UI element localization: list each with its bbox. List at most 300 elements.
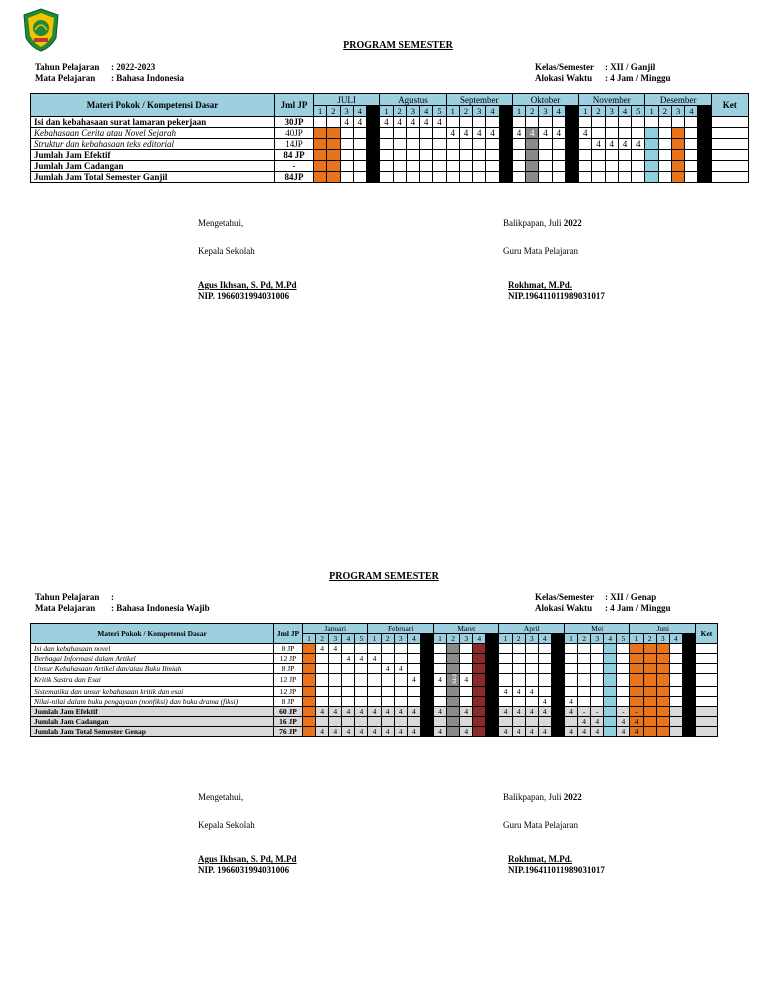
week-cell <box>473 172 486 183</box>
week-cell <box>486 654 499 664</box>
week-number: 2 <box>327 106 340 117</box>
week-cell <box>630 664 643 674</box>
week-value: 4 <box>398 726 403 736</box>
week-cell <box>591 686 604 696</box>
week-cell <box>394 716 407 726</box>
week-cell <box>592 172 605 183</box>
week-cell <box>473 117 486 128</box>
week-cell <box>447 664 460 674</box>
info-left-ganjil <box>35 62 184 84</box>
row-ket <box>711 150 748 161</box>
week-cell <box>342 674 355 687</box>
week-cell <box>355 654 368 664</box>
week-value: 4 <box>333 644 338 653</box>
week-cell <box>393 128 406 139</box>
sign-right-role: Guru Mata Pelajaran <box>503 246 578 256</box>
week-cell <box>698 150 711 161</box>
week-number: 1 <box>303 634 316 644</box>
week-cell <box>380 150 393 161</box>
week-value: 4 <box>569 706 573 716</box>
week-cell <box>551 674 564 687</box>
week-cell <box>656 654 669 664</box>
month-header: Juni <box>630 624 695 634</box>
week-cell <box>460 644 473 654</box>
week-cell <box>617 674 630 687</box>
week-cell <box>486 172 499 183</box>
week-cell <box>645 139 658 150</box>
week-cell <box>539 150 552 161</box>
week-cell <box>486 644 499 654</box>
week-number: 3 <box>525 634 538 644</box>
week-cell <box>564 696 577 706</box>
row-label: Kritik Sastra dan Esai <box>31 674 274 687</box>
table-row <box>31 726 718 736</box>
row-ket <box>695 716 717 726</box>
week-cell <box>579 161 592 172</box>
week-cell <box>645 172 658 183</box>
week-value: 4 <box>372 654 377 663</box>
week-number <box>499 106 512 117</box>
week-number: 5 <box>433 106 446 117</box>
week-cell <box>393 172 406 183</box>
month-header: JULI <box>314 94 380 106</box>
week-cell <box>630 644 643 654</box>
month-header: April <box>499 624 565 634</box>
week-cell <box>407 654 420 664</box>
week-cell <box>682 654 695 664</box>
week-cell <box>669 654 682 664</box>
week-number: 1 <box>579 106 592 117</box>
week-cell <box>420 706 433 716</box>
month-header: Maret <box>433 624 498 634</box>
semester-table-genap <box>30 623 718 737</box>
week-cell <box>565 128 578 139</box>
week-cell <box>682 664 695 674</box>
table-row <box>31 117 749 128</box>
week-cell <box>698 161 711 172</box>
week-cell <box>447 696 460 706</box>
week-cell <box>604 726 617 736</box>
week-cell <box>578 726 591 736</box>
week-cell <box>512 128 525 139</box>
week-cell <box>682 726 695 736</box>
table-row <box>31 664 718 674</box>
week-number: 3 <box>591 634 604 644</box>
week-value: 4 <box>529 686 534 696</box>
week-cell <box>473 139 486 150</box>
week-cell <box>316 644 329 654</box>
week-value: 4 <box>346 654 351 663</box>
week-cell <box>342 654 355 664</box>
week-number: 3 <box>539 106 552 117</box>
week-cell <box>499 654 512 664</box>
week-cell <box>592 150 605 161</box>
week-cell <box>353 139 366 150</box>
week-number: 4 <box>420 106 433 117</box>
week-cell <box>353 172 366 183</box>
week-cell <box>329 696 342 706</box>
week-cell <box>630 674 643 687</box>
week-cell <box>329 726 342 736</box>
week-cell <box>564 706 577 716</box>
week-cell <box>433 654 446 664</box>
week-cell <box>381 654 394 664</box>
week-cell <box>605 139 618 150</box>
week-value: 4 <box>410 117 416 127</box>
month-header: Januari <box>303 624 368 634</box>
value-mapel: : Bahasa Indonesia Wajib <box>111 603 210 613</box>
week-cell <box>578 654 591 664</box>
week-number: 2 <box>381 634 394 644</box>
week-number: 2 <box>526 106 539 117</box>
week-cell <box>460 664 473 674</box>
week-number <box>486 634 499 644</box>
week-value: 4 <box>622 139 628 149</box>
week-value: 4 <box>634 726 639 736</box>
week-cell <box>604 664 617 674</box>
week-cell <box>604 686 617 696</box>
week-cell <box>512 117 525 128</box>
week-cell <box>698 128 711 139</box>
week-cell <box>538 686 551 696</box>
week-cell <box>630 654 643 664</box>
week-cell <box>329 644 342 654</box>
value-alokasi: : 4 Jam / Minggu <box>605 73 671 83</box>
week-cell <box>539 117 552 128</box>
week-cell <box>645 117 658 128</box>
week-cell <box>353 128 366 139</box>
week-number: 1 <box>314 106 327 117</box>
week-cell <box>380 139 393 150</box>
row-label: Berbagai Informasi dalam Artikel <box>31 654 274 664</box>
week-cell <box>643 716 656 726</box>
week-cell <box>565 139 578 150</box>
week-cell <box>353 117 366 128</box>
week-number: 3 <box>605 106 618 117</box>
week-cell <box>433 674 446 687</box>
week-cell <box>591 716 604 726</box>
week-value: 4 <box>542 696 547 706</box>
week-cell <box>446 128 459 139</box>
week-cell <box>380 117 393 128</box>
week-cell <box>329 674 342 687</box>
week-value: 4 <box>411 706 416 716</box>
week-cell <box>564 644 577 654</box>
week-cell <box>367 161 380 172</box>
week-cell <box>486 726 499 736</box>
week-cell <box>552 161 565 172</box>
week-cell <box>329 664 342 674</box>
week-cell <box>446 161 459 172</box>
sign-right-top: Balikpapan, Juli 2022 <box>503 218 582 228</box>
label-tahun: Tahun Pelajaran <box>35 592 100 602</box>
header-row-months <box>31 94 749 106</box>
week-number: 1 <box>512 106 525 117</box>
week-cell <box>406 161 419 172</box>
week-value: 4 <box>569 726 573 736</box>
row-ket <box>695 644 717 654</box>
row-label: Jumlah Jam Total Semester Ganjil <box>31 172 275 183</box>
week-cell <box>340 172 353 183</box>
week-cell <box>526 139 539 150</box>
week-value: 4 <box>398 706 403 716</box>
week-value: 4 <box>385 706 390 716</box>
week-cell <box>460 674 473 687</box>
week-cell <box>420 117 433 128</box>
week-value: 4 <box>423 117 429 127</box>
week-cell <box>658 150 671 161</box>
week-cell <box>407 686 420 696</box>
week-cell <box>617 716 630 726</box>
week-cell <box>433 664 446 674</box>
week-value: 4 <box>542 706 547 716</box>
week-cell <box>592 117 605 128</box>
week-cell <box>525 726 538 736</box>
week-cell <box>499 664 512 674</box>
week-cell <box>604 674 617 687</box>
row-ket <box>695 726 717 736</box>
week-value: 4 <box>464 706 469 716</box>
week-cell <box>512 674 525 687</box>
week-cell <box>669 726 682 736</box>
week-cell <box>618 128 631 139</box>
sign-left-role: Kepala Sekolah <box>198 246 255 256</box>
table-row <box>31 696 718 706</box>
week-cell <box>473 161 486 172</box>
week-cell <box>671 117 684 128</box>
week-number <box>367 106 380 117</box>
value-mapel: : Bahasa Indonesia <box>111 73 185 83</box>
week-value: 4 <box>529 706 534 716</box>
value-tahun: : <box>111 592 114 602</box>
week-cell <box>565 172 578 183</box>
week-cell <box>671 161 684 172</box>
week-cell <box>433 139 446 150</box>
week-cell <box>316 686 329 696</box>
week-cell <box>329 686 342 696</box>
week-cell <box>342 664 355 674</box>
week-value: 4 <box>609 139 615 149</box>
week-cell <box>617 726 630 736</box>
week-number: 4 <box>669 634 682 644</box>
week-cell <box>618 172 631 183</box>
week-cell <box>327 172 340 183</box>
sign-left-name: Agus Ikhsan, S. Pd, M.Pd <box>198 280 297 290</box>
week-cell <box>342 726 355 736</box>
week-cell <box>525 696 538 706</box>
week-cell <box>632 172 645 183</box>
week-cell <box>643 664 656 674</box>
week-cell <box>682 706 695 716</box>
week-cell <box>486 139 499 150</box>
week-cell <box>460 726 473 736</box>
week-cell <box>473 696 486 706</box>
week-cell <box>433 150 446 161</box>
week-cell <box>355 696 368 706</box>
week-cell <box>459 117 472 128</box>
table-row <box>31 706 718 716</box>
week-cell <box>303 706 316 716</box>
week-value: 4 <box>543 128 548 138</box>
week-number: 4 <box>342 634 355 644</box>
week-cell <box>578 674 591 687</box>
week-cell <box>327 117 340 128</box>
week-value: 4 <box>595 716 600 726</box>
week-cell <box>473 716 486 726</box>
week-cell <box>671 128 684 139</box>
week-cell <box>486 664 499 674</box>
month-header: Mei <box>564 624 630 634</box>
week-value: 4 <box>438 675 442 685</box>
week-cell <box>643 696 656 706</box>
week-cell <box>579 139 592 150</box>
week-number: 4 <box>604 634 617 644</box>
week-cell <box>486 128 499 139</box>
week-cell <box>643 644 656 654</box>
week-cell <box>381 674 394 687</box>
week-cell <box>579 172 592 183</box>
week-cell <box>551 726 564 736</box>
row-label: Struktur dan kebahasaan teks editorial <box>31 139 275 150</box>
week-cell <box>564 664 577 674</box>
week-cell <box>342 686 355 696</box>
week-cell <box>380 172 393 183</box>
week-cell <box>355 664 368 674</box>
week-cell <box>682 696 695 706</box>
week-cell <box>353 161 366 172</box>
week-cell <box>539 172 552 183</box>
week-number: 3 <box>329 634 342 644</box>
month-header: Desember <box>645 94 711 106</box>
row-label: Kebahasaan Cerita atau Novel Sejarah <box>31 128 275 139</box>
week-value: 4 <box>372 726 377 736</box>
week-cell <box>381 706 394 716</box>
row-label: Jumlah Jam Total Semester Genap <box>31 726 274 736</box>
week-cell <box>316 716 329 726</box>
week-cell <box>591 654 604 664</box>
week-cell <box>552 139 565 150</box>
week-cell <box>342 644 355 654</box>
week-cell <box>314 117 327 128</box>
week-value: 4 <box>530 128 535 138</box>
sign-right-top: Balikpapan, Juli 2022 <box>503 792 582 802</box>
week-value: 4 <box>595 726 600 736</box>
week-value: 4 <box>464 675 469 685</box>
week-cell <box>643 674 656 687</box>
week-number: 2 <box>658 106 671 117</box>
week-value: 4 <box>621 716 626 726</box>
sign-right-role: Guru Mata Pelajaran <box>503 820 578 830</box>
week-cell <box>551 706 564 716</box>
week-cell <box>303 644 316 654</box>
week-cell <box>381 664 394 674</box>
week-value: 4 <box>516 706 521 716</box>
row-jp: 30JP <box>275 117 314 128</box>
week-cell <box>367 139 380 150</box>
week-value: - <box>635 706 638 716</box>
week-cell <box>551 644 564 654</box>
week-cell <box>447 716 460 726</box>
row-ket <box>711 128 748 139</box>
week-value: 4 <box>463 128 469 138</box>
label-mapel: Mata Pelajaran <box>35 73 96 83</box>
week-cell <box>591 674 604 687</box>
week-value: 4 <box>384 117 389 127</box>
info-left-genap <box>35 592 210 614</box>
week-value: 4 <box>503 686 508 696</box>
week-cell <box>630 706 643 716</box>
week-value: 4 <box>596 139 601 149</box>
week-cell <box>394 644 407 654</box>
week-cell <box>460 654 473 664</box>
week-cell <box>367 128 380 139</box>
week-cell <box>685 150 698 161</box>
table-row <box>31 644 718 654</box>
row-ket <box>711 161 748 172</box>
week-cell <box>314 172 327 183</box>
row-jp: 16 JP <box>274 716 303 726</box>
week-cell <box>552 128 565 139</box>
week-cell <box>316 654 329 664</box>
week-cell <box>433 716 446 726</box>
week-cell <box>433 706 446 716</box>
week-cell <box>433 117 446 128</box>
week-cell <box>486 706 499 716</box>
week-number: 1 <box>446 106 459 117</box>
week-cell <box>355 686 368 696</box>
week-cell <box>420 150 433 161</box>
week-cell <box>342 716 355 726</box>
week-value: 4 <box>411 726 416 736</box>
week-cell <box>698 172 711 183</box>
col-header-jml: Jml JP <box>274 624 303 644</box>
week-number: 3 <box>671 106 684 117</box>
week-cell <box>446 172 459 183</box>
week-cell <box>512 696 525 706</box>
row-label: Isi dan kebahasaan surat lamaran pekerjaan <box>31 117 275 128</box>
month-header: Oktober <box>512 94 578 106</box>
table-row <box>31 150 749 161</box>
week-cell <box>473 654 486 664</box>
signature-block-genap <box>198 792 698 882</box>
week-cell <box>486 150 499 161</box>
week-cell <box>447 644 460 654</box>
row-ket <box>695 686 717 696</box>
week-cell <box>656 674 669 687</box>
week-cell <box>564 654 577 664</box>
week-cell <box>512 706 525 716</box>
week-cell <box>314 128 327 139</box>
row-jp: 8 JP <box>274 664 303 674</box>
week-cell <box>355 674 368 687</box>
week-cell <box>592 161 605 172</box>
week-cell <box>406 128 419 139</box>
row-jp: 12 JP <box>274 686 303 696</box>
week-cell <box>499 686 512 696</box>
week-cell <box>420 654 433 664</box>
row-label: Unsur Kebahasaan Artikel dan/atau Buku Ilmiah <box>31 664 274 674</box>
week-cell <box>669 644 682 654</box>
week-cell <box>512 139 525 150</box>
week-cell <box>342 706 355 716</box>
week-cell <box>499 696 512 706</box>
week-number <box>551 634 564 644</box>
week-cell <box>327 139 340 150</box>
week-cell <box>564 716 577 726</box>
week-cell <box>551 654 564 664</box>
sign-left-nip: NIP. 1966031994031006 <box>198 865 290 875</box>
week-cell <box>671 150 684 161</box>
